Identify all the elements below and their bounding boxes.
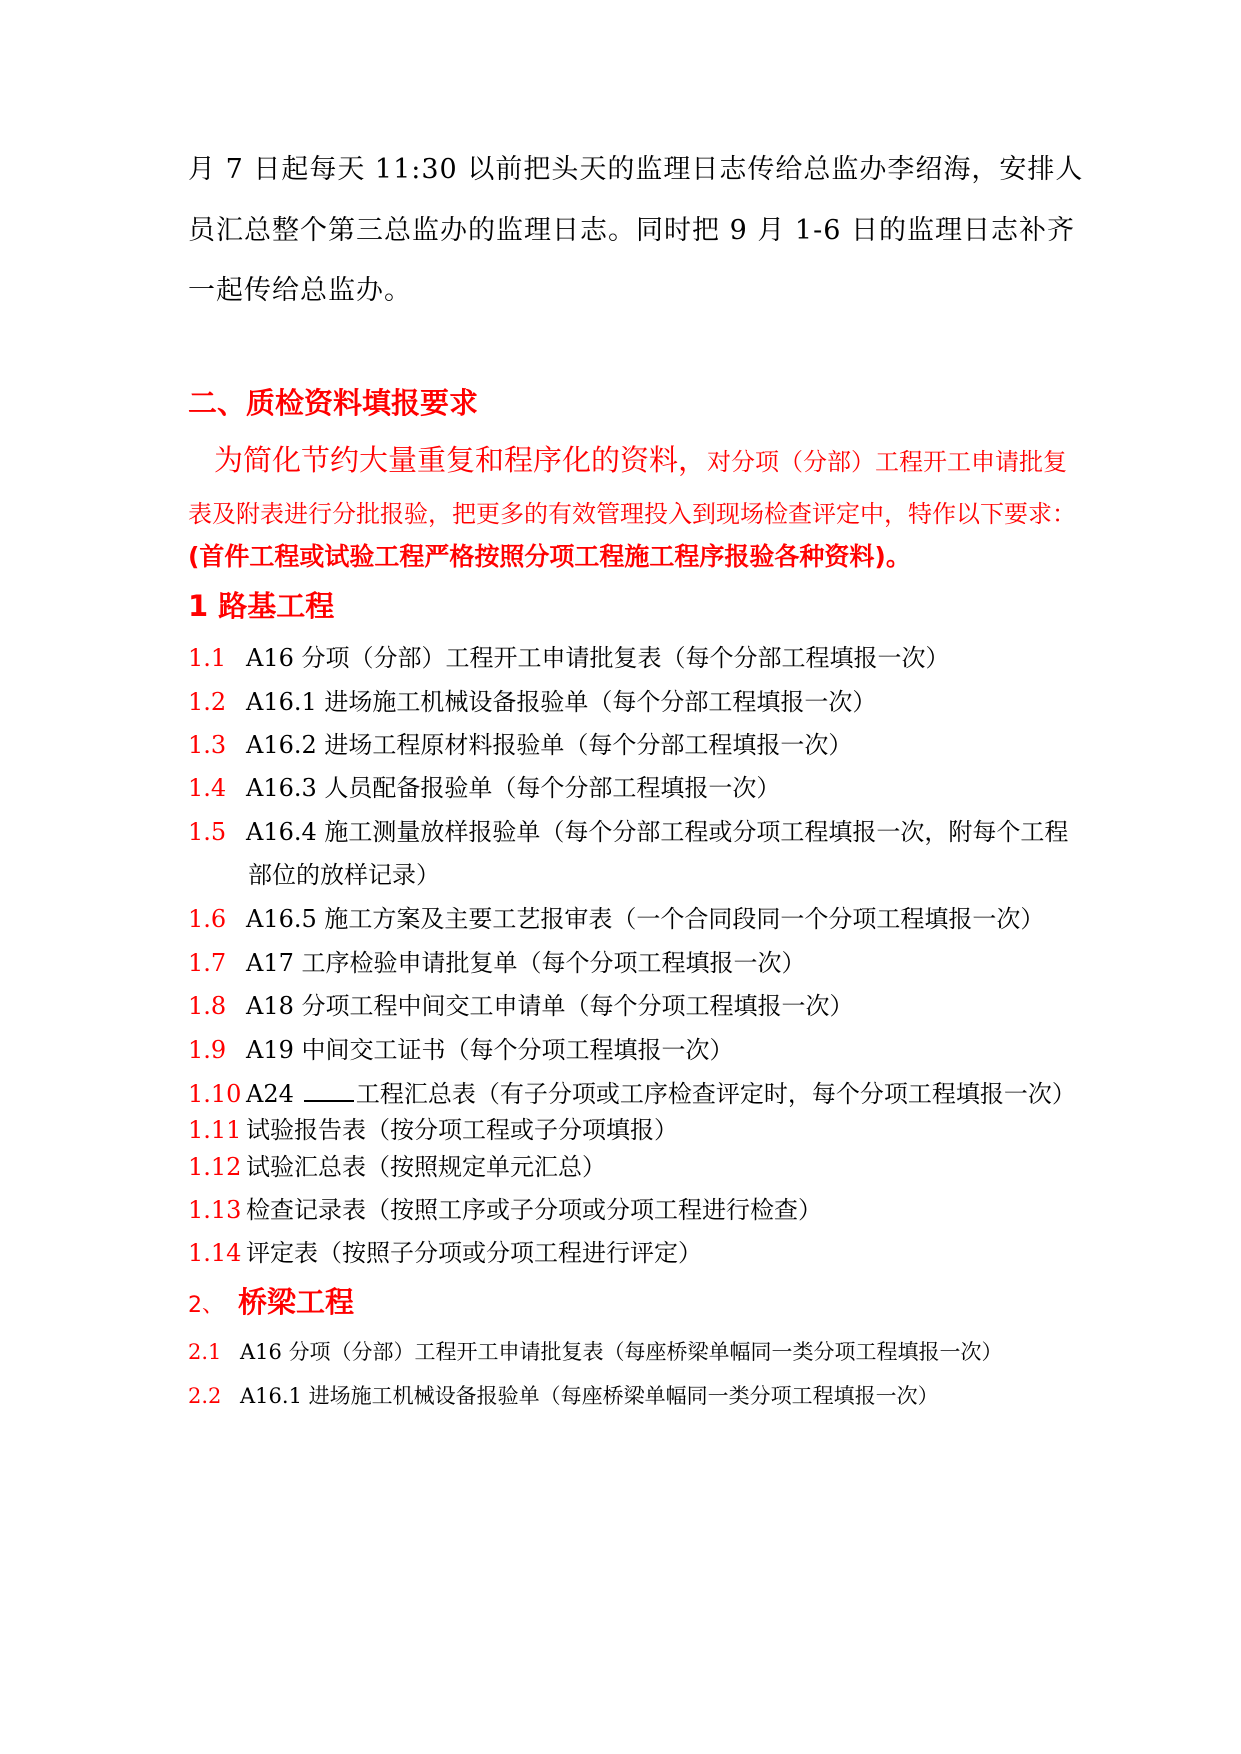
- item-text: A17 工序检验申请批复单（每个分项工程填报一次）: [246, 949, 806, 977]
- item-number: 1.13: [188, 1196, 242, 1224]
- item-text: A16.2 进场工程原材料报验单（每个分部工程填报一次）: [246, 731, 853, 759]
- item-text: 工程汇总表（有子分项或工序检查评定时，每个分项工程填报一次）: [355, 1080, 1076, 1108]
- list-item: [188, 725, 852, 760]
- list-item: [188, 682, 876, 717]
- list-item: [188, 1030, 734, 1065]
- intro-large-text: 为简化节约大量重复和程序化的资料，: [214, 443, 708, 477]
- item-continuation: 部位的放样记录）: [248, 861, 440, 889]
- item-number: 1.9: [188, 1036, 227, 1064]
- item-number: 1.10: [188, 1080, 242, 1108]
- list-item: [188, 1380, 939, 1410]
- item-number: 1.14: [188, 1239, 242, 1267]
- item-text: 试验报告表（按分项工程或子分项填报）: [246, 1116, 678, 1144]
- section-intro-line-1: [214, 438, 1067, 479]
- item-text: A19 中间交工证书（每个分项工程填报一次）: [246, 1036, 734, 1064]
- heading-number: 2、: [188, 1293, 224, 1318]
- list-item: [188, 768, 780, 803]
- section-intro-bold: (首件工程或试验工程严格按照分项工程施工程序报验各种资料)。: [188, 542, 911, 571]
- item-number: 1.2: [188, 688, 227, 716]
- list-item: [188, 1233, 702, 1268]
- list-item: [188, 899, 1044, 934]
- section-intro-line-2: 表及附表进行分批报验，把更多的有效管理投入到现场检查评定中，特作以下要求：: [188, 500, 1076, 528]
- item-number: 1.7: [188, 949, 227, 977]
- item-number: 1.3: [188, 731, 227, 759]
- item-text: A16.3 人员配备报验单（每个分部工程填报一次）: [246, 774, 781, 802]
- item-text: 试验汇总表（按照规定单元汇总）: [246, 1153, 606, 1181]
- list-item: [188, 1147, 606, 1182]
- subsection-heading-1: 1 路基工程: [188, 589, 335, 623]
- item-number: 1.1: [188, 644, 227, 672]
- item-text: A16 分项（分部）工程开工申请批复表（每座桥梁单幅同一类分项工程填报一次）: [240, 1340, 1003, 1364]
- intro-small-text: 对分项（分部）工程开工申请批复: [707, 448, 1068, 476]
- item-prefix: A24: [246, 1080, 294, 1108]
- subsection-heading-2: [188, 1280, 354, 1321]
- section-heading-2: 二、质检资料填报要求: [188, 386, 479, 420]
- item-number: 1.5: [188, 818, 227, 846]
- paragraph-line-3: 一起传给总监办。: [188, 275, 412, 306]
- list-item: [188, 943, 806, 978]
- list-item: [188, 1336, 1003, 1366]
- item-text: A16 分项（分部）工程开工申请批复表（每个分部工程填报一次）: [246, 644, 950, 672]
- item-text: A18 分项工程中间交工申请单（每个分项工程填报一次）: [246, 992, 854, 1020]
- heading-text: 桥梁工程: [238, 1285, 355, 1319]
- list-item: [188, 638, 950, 673]
- item-text: A16.5 施工方案及主要工艺报审表（一个合同段同一个分项工程填报一次）: [246, 905, 1045, 933]
- item-number: 2.1: [188, 1340, 222, 1364]
- item-number: 2.2: [188, 1384, 222, 1408]
- item-number: 1.11: [188, 1116, 242, 1144]
- item-text: A16.1 进场施工机械设备报验单（每座桥梁单幅同一类分项工程填报一次）: [240, 1384, 939, 1408]
- list-item: [188, 1110, 678, 1145]
- item-number: 1.12: [188, 1153, 242, 1181]
- list-item: [188, 1190, 822, 1225]
- blank-underline: [304, 1099, 354, 1102]
- list-item: [188, 1074, 1076, 1109]
- item-text: A16.1 进场施工机械设备报验单（每个分部工程填报一次）: [246, 688, 877, 716]
- paragraph-line-2: 员汇总整个第三总监办的监理日志。同时把 9 月 1-6 日的监理日志补齐: [188, 215, 1075, 246]
- list-item: [188, 812, 1068, 847]
- list-item: [188, 986, 854, 1021]
- paragraph-line-1: 月 7 日起每天 11:30 以前把头天的监理日志传给总监办李绍海，安排人: [188, 154, 1084, 185]
- item-number: 1.6: [188, 905, 227, 933]
- item-text: 检查记录表（按照工序或子分项或分项工程进行检查）: [246, 1196, 822, 1224]
- item-text: A16.4 施工测量放样报验单（每个分部工程或分项工程填报一次，附每个工程: [246, 818, 1069, 846]
- item-number: 1.4: [188, 774, 227, 802]
- item-number: 1.8: [188, 992, 227, 1020]
- item-text: 评定表（按照子分项或分项工程进行评定）: [246, 1239, 702, 1267]
